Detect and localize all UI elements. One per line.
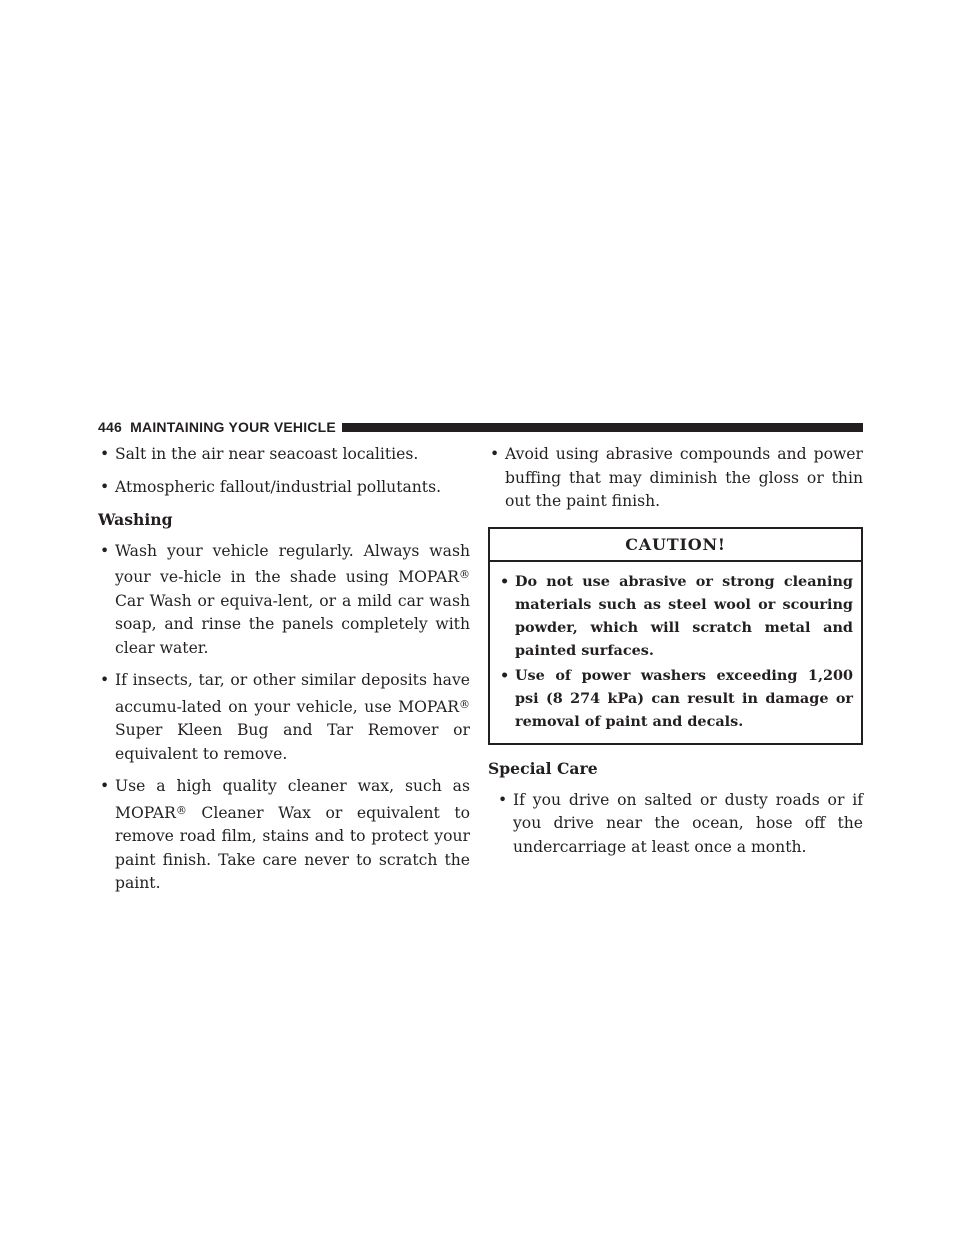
registered-mark: ® (459, 568, 470, 581)
registered-mark: ® (175, 803, 187, 817)
caution-title: CAUTION! (490, 529, 861, 563)
registered-mark: ® (459, 697, 470, 711)
special-care-heading: Special Care (488, 759, 598, 778)
caution-item: • Use of power washers exceeding 1,200 psi (8 274 kPa) can result in damage or removal of paint and decals. (498, 664, 853, 733)
list-item: • Use a high quality cleaner wax, such as MOPAR® Cleaner Wax or equivalent to remove road film, stains and to protect your paint finish. Take care never to scratch the paint. (100, 777, 470, 892)
list-item: • Salt in the air near seacoast localities. (98, 443, 470, 467)
bullet-glyph: • (490, 445, 500, 463)
bullet-glyph: • (498, 790, 508, 809)
washing-heading: Washing (98, 510, 173, 529)
left-column (98, 443, 470, 905)
header-text (98, 419, 342, 435)
list-item: • If you drive on salted or dusty roads or if you drive near the ocean, hose off the undercarriage at least once a month. (498, 790, 863, 856)
list-item: • If insects, tar, or other similar deposits have accumu-lated on your vehicle, use MOPAR® Super Kleen Bug and Tar Remover or equivalent to remove. (100, 671, 470, 763)
page-header (98, 416, 863, 438)
caution-item: • Do not use abrasive or strong cleaning materials such as steel wool or scouring powder, which will scratch metal and painted surfaces. (498, 570, 853, 662)
header-rule (342, 423, 863, 432)
section-title: MAINTAINING YOUR VEHICLE (130, 419, 336, 435)
list-item: • Wash your vehicle regularly. Always wash your ve-hicle in the shade using MOPAR® Car Wash or equiva-lent, or a mild car wash soap, and rinse the panels completely with clear water. (100, 541, 470, 657)
bullet-glyph: • (500, 573, 510, 590)
list-item: • Atmospheric fallout/industrial pollutants. (98, 476, 470, 500)
special-care-list (488, 789, 863, 860)
caution-box (488, 527, 863, 746)
bullet-glyph: • (100, 777, 110, 795)
bullet-glyph: • (100, 541, 110, 560)
list-item: • Avoid using abrasive compounds and power buffing that may diminish the gloss or thin out the paint finish. (490, 445, 863, 510)
bullet-glyph: • (100, 445, 110, 463)
bullet-glyph: • (100, 671, 110, 689)
bullet-glyph: • (500, 667, 510, 684)
page-number: 446 (98, 419, 122, 435)
bullet-glyph: • (100, 477, 110, 496)
right-column (488, 443, 863, 868)
